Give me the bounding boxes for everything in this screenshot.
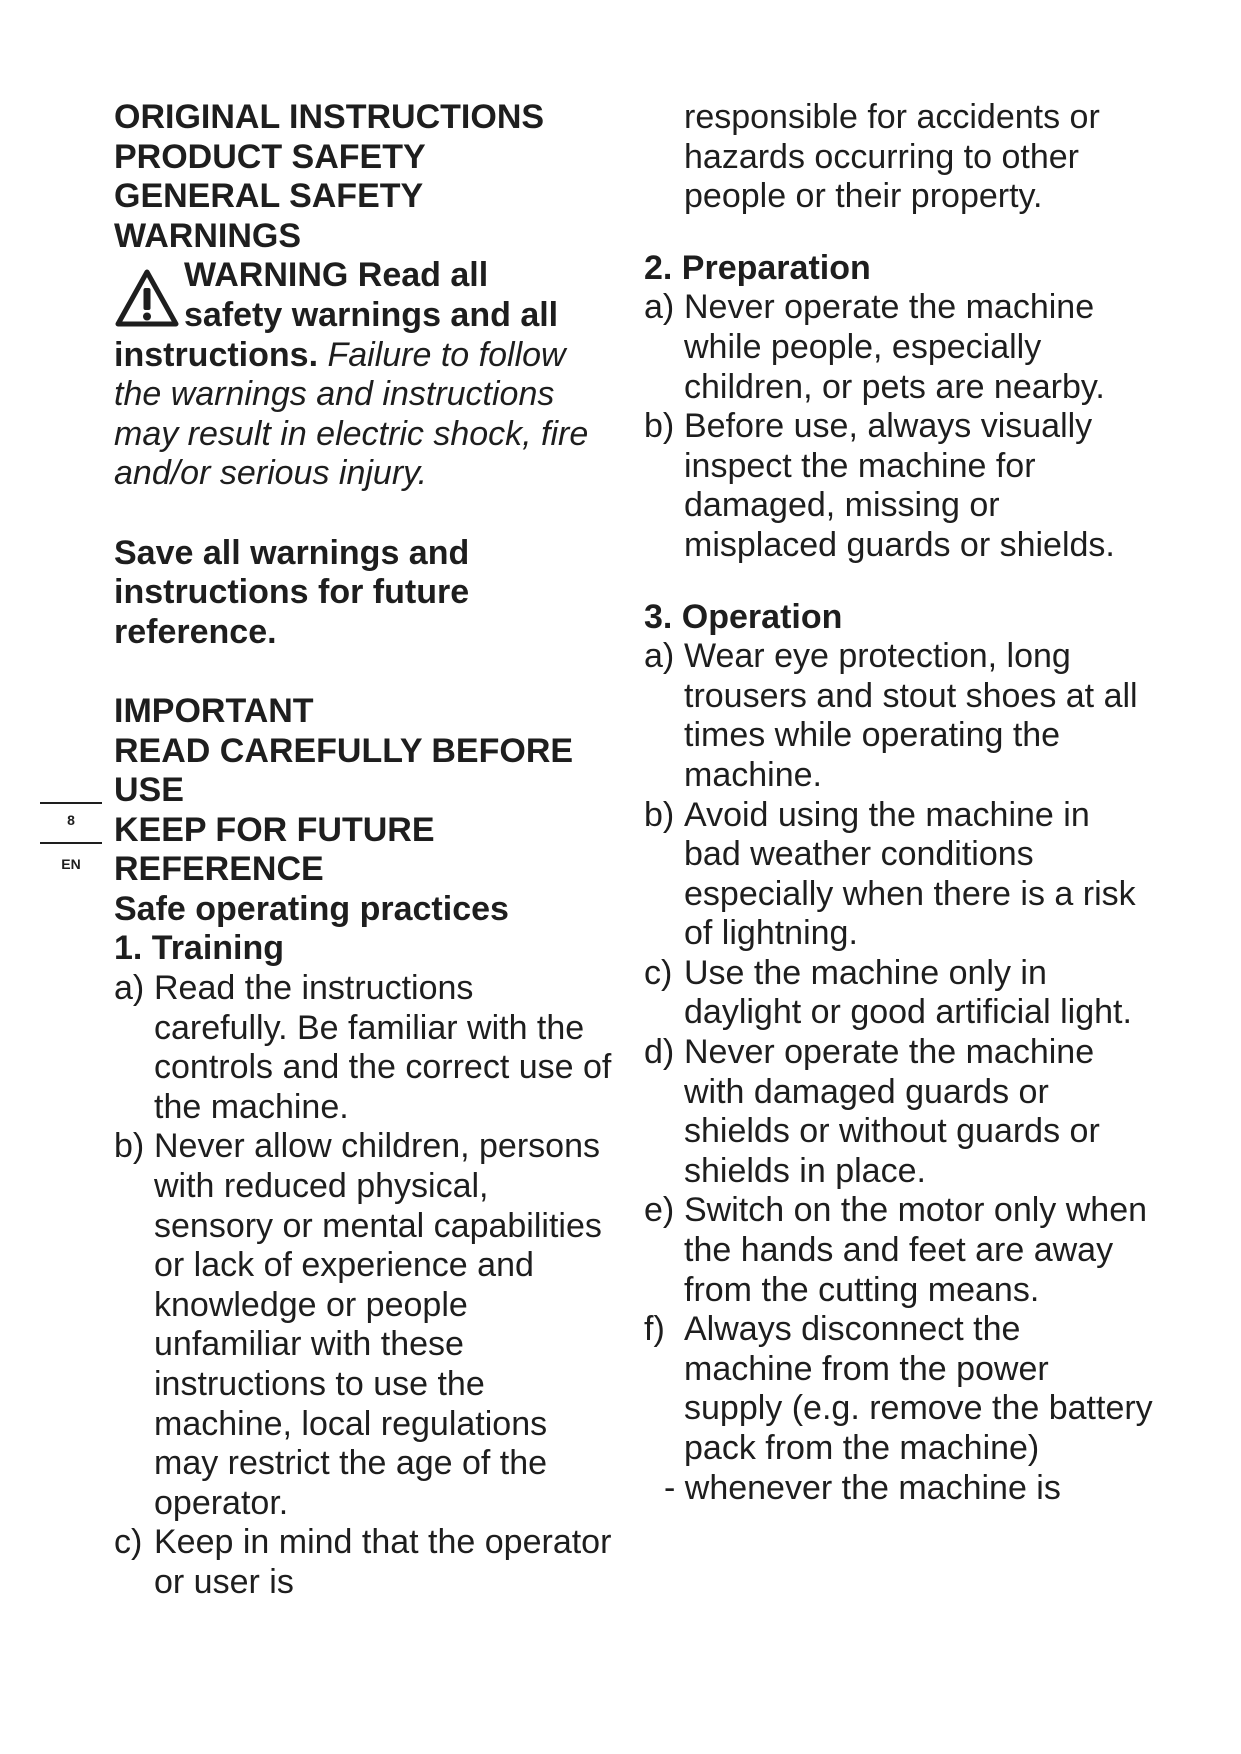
list-item — [644, 1310, 1154, 1468]
list-item — [644, 954, 1154, 1033]
list-item — [114, 969, 614, 1127]
item-label: a) — [644, 637, 675, 676]
item-text: Switch on the motor only when the hands and feet are away from the cutting means. — [684, 1191, 1148, 1309]
warning-body — [114, 336, 614, 494]
item-text: Avoid using the machine in bad weather conditions especially when there is a risk of lightning. — [684, 795, 1136, 953]
item-label: d) — [644, 1033, 675, 1072]
language-code: EN — [61, 856, 81, 872]
heading-line: WARNINGS — [114, 216, 301, 255]
item-label: b) — [114, 1127, 145, 1166]
important-line: KEEP FOR FUTURE — [114, 810, 435, 849]
list-item — [114, 1523, 614, 1602]
heading-line: GENERAL SAFETY — [114, 177, 424, 216]
important-line: REFERENCE — [114, 850, 324, 889]
training-heading: 1. Training — [114, 929, 285, 968]
warning-italic-text: Failure to follow the warnings and instructions may result in electric shock, fire and/or serious injury. — [114, 335, 589, 493]
continuation-text: responsible for accidents or hazards occurring to other people or their property. — [684, 98, 1100, 216]
warning-triangle-icon — [114, 268, 180, 328]
list-item — [644, 1191, 1154, 1310]
important-heading — [114, 692, 614, 890]
important-line: IMPORTANT — [114, 691, 314, 730]
right-column — [644, 98, 1154, 1508]
save-warnings-text: Save all warnings and instructions for future reference. — [114, 533, 470, 651]
operation-heading: 3. Operation — [644, 597, 843, 636]
item-text: Always disconnect the machine from the power supply (e.g. remove the battery pack from the machine) — [684, 1310, 1153, 1467]
warning-bold-text: instructions. — [114, 335, 319, 374]
heading-line: ORIGINAL INSTRUCTIONS — [114, 98, 545, 136]
important-line: READ CAREFULLY BEFORE — [114, 731, 574, 770]
item-text: Never allow children, persons with reduced physical, sensory or mental capabilities or lack of experience and knowledge or people unfamiliar with these instructions to use the machine, local regulations may restrict the age of the operator. — [154, 1127, 602, 1522]
safe-practices-heading: Safe operating practices — [114, 889, 509, 928]
list-item — [644, 637, 1154, 795]
warning-block — [114, 256, 614, 494]
page-number: 8 — [67, 812, 75, 828]
item-text: Never operate the machine with damaged guards or shields or without guards or shields in place. — [684, 1033, 1100, 1190]
item-label: a) — [644, 288, 675, 327]
item-label: a) — [114, 969, 145, 1008]
warning-line-2: safety warnings and all — [184, 295, 559, 334]
item-label: c) — [644, 953, 673, 992]
item-text: Read the instructions carefully. Be familiar with the controls and the correct use of the machine. — [154, 969, 612, 1126]
item-label: f) — [644, 1310, 665, 1349]
list-item — [644, 796, 1154, 954]
item-label: e) — [644, 1191, 675, 1230]
item-label: c) — [114, 1523, 143, 1562]
item-label: b) — [644, 407, 675, 446]
heading-line: PRODUCT SAFETY — [114, 137, 426, 176]
dash-item: - whenever the machine is — [664, 1468, 1061, 1507]
item-text: Use the machine only in daylight or good artificial light. — [684, 953, 1132, 1032]
warning-line-1: WARNING Read all — [184, 256, 489, 295]
left-column — [114, 98, 614, 1603]
item-text: Never operate the machine while people, especially children, or pets are nearby. — [684, 288, 1105, 406]
list-item — [114, 1127, 614, 1523]
side-divider-top — [40, 802, 102, 804]
item-text: Before use, always visually inspect the machine for damaged, missing or misplaced guards or shields. — [684, 407, 1115, 564]
main-heading — [114, 98, 614, 256]
item-label: b) — [644, 795, 675, 834]
list-item — [644, 1033, 1154, 1191]
item-text: Wear eye protection, long trousers and stout shoes at all times while operating the machine. — [684, 637, 1138, 794]
item-text: Keep in mind that the operator or user is — [154, 1523, 612, 1601]
preparation-heading: 2. Preparation — [644, 248, 871, 287]
important-line: USE — [114, 771, 184, 810]
side-divider-bottom — [40, 842, 102, 844]
list-item — [644, 407, 1154, 565]
list-item — [644, 288, 1154, 407]
